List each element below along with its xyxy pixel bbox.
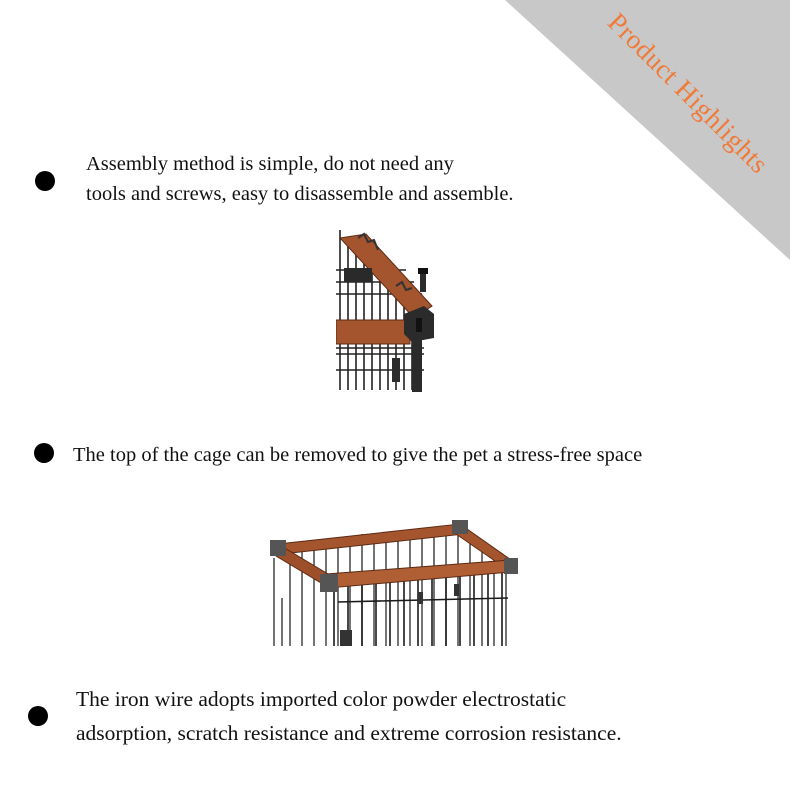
- cage-corner-illustration: [336, 230, 436, 392]
- feature-1-line-2: tools and screws, easy to disassemble and assemble.: [86, 183, 514, 205]
- feature-2-line-1: The top of the cage can be removed to give the pet a stress-free space: [73, 444, 643, 466]
- bullet-2: [34, 443, 54, 463]
- feature-3-line-1: The iron wire adopts imported color powder electrostatic: [76, 687, 567, 711]
- banner-title: Product Highlights: [602, 6, 775, 180]
- cage-top-illustration: [268, 518, 518, 646]
- feature-2-text: [73, 440, 642, 470]
- bullet-1: [35, 171, 55, 191]
- feature-1-line-1: Assembly method is simple, do not need any: [86, 153, 454, 175]
- feature-1-text: [86, 149, 514, 209]
- feature-3-line-2: adsorption, scratch resistance and extreme corrosion resistance.: [76, 721, 622, 745]
- feature-3-text: [76, 682, 622, 750]
- bullet-3: [28, 706, 48, 726]
